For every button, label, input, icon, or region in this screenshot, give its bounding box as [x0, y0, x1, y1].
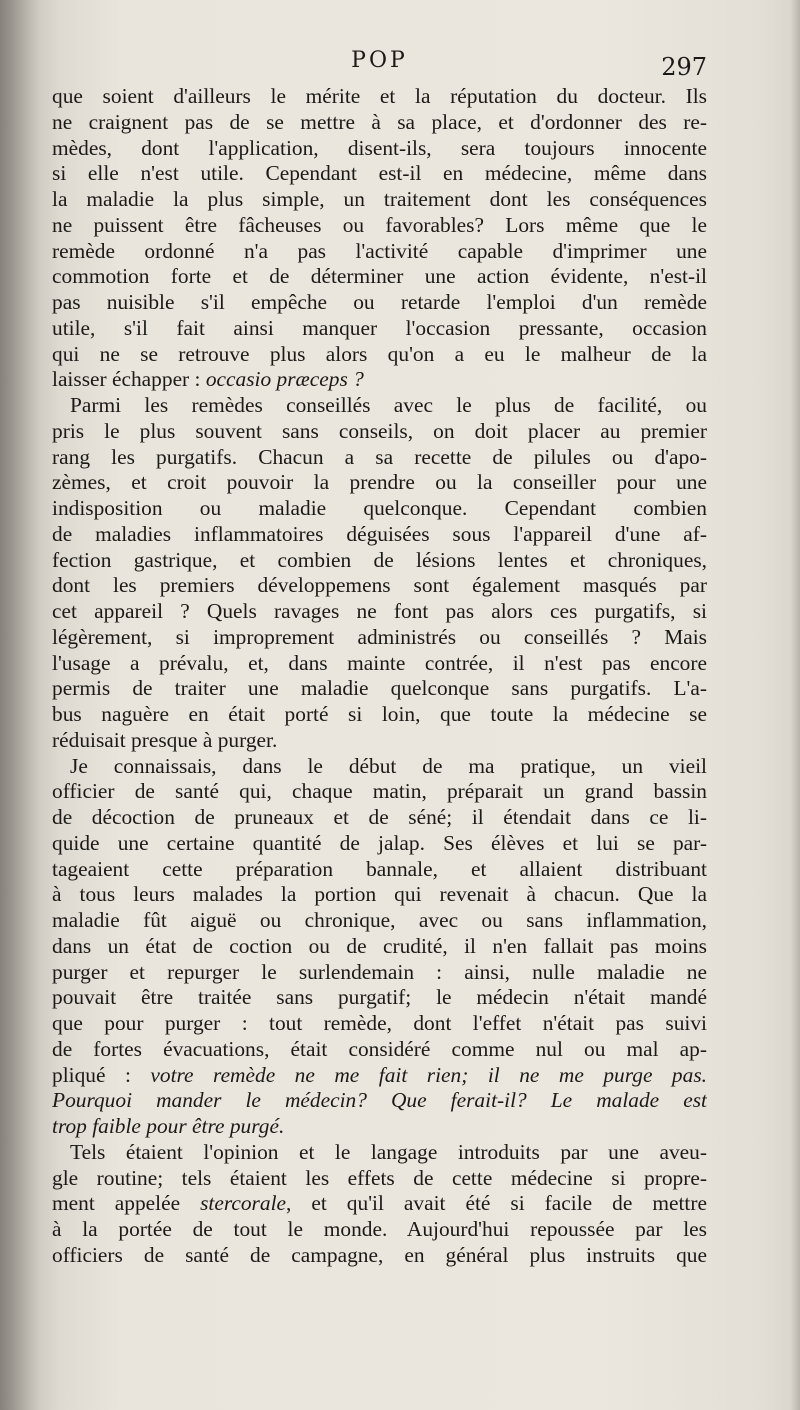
- text-line: [52, 1166, 707, 1192]
- line-text: zèmes, et croit pouvoir la prendre ou la conseiller pour une: [52, 470, 707, 495]
- text-line: [52, 573, 707, 599]
- text-line: [52, 290, 707, 316]
- line-text: fection gastrique, et combien de lésions lentes et chroniques,: [52, 547, 707, 572]
- line-text-after: , et qu'il avait été si facile de mettre: [286, 1191, 707, 1216]
- line-text: rang les purgatifs. Chacun a sa recette de pilules ou d'apo-: [52, 444, 707, 469]
- line-text: à tous leurs malades la portion qui revenait à chacun. Que la: [52, 882, 707, 907]
- line-text: bus naguère en était porté si loin, que toute la médecine se: [52, 702, 707, 726]
- spine-shadow: [0, 0, 40, 1410]
- text-line: [52, 1088, 707, 1114]
- text-line: [52, 342, 707, 368]
- text-line: [52, 1011, 707, 1037]
- text-line: [52, 445, 707, 471]
- text-line: [52, 960, 707, 986]
- line-text: si elle n'est utile. Cependant est-il en médecine, même dans: [52, 161, 707, 186]
- text-line: [52, 84, 707, 110]
- line-text: dont les premiers développemens sont également masqués par: [52, 573, 707, 598]
- line-text: pouvait être traitée sans purgatif; le médecin n'était mandé: [52, 985, 707, 1010]
- line-text: réduisait presque à purger.: [52, 727, 278, 752]
- text-line: [52, 1140, 707, 1166]
- text-line: [52, 625, 707, 651]
- line-text: Je connaissais, dans le début de ma pratique, un vieil: [70, 753, 707, 778]
- text-line: [52, 651, 707, 677]
- line-text: ment appelée: [52, 1191, 201, 1216]
- text-line: [52, 548, 707, 574]
- page-number: 297: [661, 53, 707, 81]
- text-line: [52, 470, 707, 496]
- line-text: dans un état de coction ou de crudité, il n'en fallait pas moins: [52, 933, 707, 958]
- text-line: [52, 1063, 707, 1089]
- line-text: que pour purger : tout remède, dont l'effet n'était pas suivi: [52, 1011, 707, 1035]
- line-text: de décoction de pruneaux et de séné; il étendait dans ce li-: [52, 805, 707, 829]
- line-text: utile, s'il fait ainsi manquer l'occasion pressante, occasion: [52, 315, 707, 340]
- line-text: commotion forte et de déterminer une action évidente, n'est-il: [52, 264, 707, 289]
- line-text: pris le plus souvent sans conseils, on doit placer au premier: [52, 418, 707, 443]
- text-line: [52, 419, 707, 445]
- text-line: [52, 779, 707, 805]
- text-line: [52, 728, 707, 754]
- italic-text: trop faible pour être purgé.: [52, 1114, 285, 1138]
- line-text: quide une certaine quantité de jalap. Ses élèves et lui se par-: [52, 830, 707, 855]
- text-line: [52, 239, 707, 265]
- line-text: cet appareil ? Quels ravages ne font pas alors ces purgatifs, si: [52, 599, 707, 623]
- text-line: [52, 676, 707, 702]
- text-line: [52, 187, 707, 213]
- body-text: [52, 84, 707, 1269]
- line-text: légèrement, si improprement administrés ou conseillés ? Mais: [52, 624, 707, 649]
- text-line: [52, 213, 707, 239]
- text-line: [52, 1037, 707, 1063]
- line-text: de maladies inflammatoires déguisées sous l'appareil d'une af-: [52, 521, 707, 546]
- text-line: [52, 316, 707, 342]
- text-line: [52, 857, 707, 883]
- line-text: Tels étaient l'opinion et le langage introduits par une aveu-: [70, 1139, 707, 1164]
- italic-text: votre remède ne me fait rien; il ne me purge pas.: [150, 1062, 707, 1087]
- line-text: à la portée de tout le monde. Aujourd'hui repoussée par les: [52, 1217, 707, 1241]
- line-text: pliqué :: [52, 1062, 151, 1087]
- line-text: ne craignent pas de se mettre à sa place, et d'ordonner des re-: [52, 109, 707, 134]
- line-text: ne puissent être fâcheuses ou favorables? Lors même que le: [52, 212, 707, 237]
- line-text: laisser échapper :: [52, 367, 206, 392]
- text-line: [52, 908, 707, 934]
- line-text: Parmi les remèdes conseillés avec le plus de facilité, ou: [70, 393, 707, 417]
- line-text: gle routine; tels étaient les effets de cette médecine si propre-: [52, 1165, 707, 1190]
- line-text: officier de santé qui, chaque matin, préparait un grand bassin: [52, 779, 707, 804]
- text-line: [52, 831, 707, 857]
- text-line: [52, 522, 707, 548]
- line-text: que soient d'ailleurs le mérite et la réputation du docteur. Ils: [52, 84, 707, 108]
- text-line: [52, 264, 707, 290]
- line-text: qui ne se retrouve plus alors qu'on a eu le malheur de la: [52, 341, 707, 366]
- text-line: [52, 702, 707, 728]
- text-line: [52, 599, 707, 625]
- line-text: remède ordonné n'a pas l'activité capable d'imprimer une: [52, 238, 707, 263]
- text-line: [52, 1114, 707, 1140]
- line-text: permis de traiter une maladie quelconque sans purgatifs. L'a-: [52, 676, 707, 701]
- line-text: l'usage a prévalu, et, dans mainte contrée, il n'est pas encore: [52, 650, 707, 675]
- text-line: [52, 367, 707, 393]
- text-line: [52, 882, 707, 908]
- text-line: [52, 136, 707, 162]
- text-line: [52, 1191, 707, 1217]
- line-text: pas nuisible s'il empêche ou retarde l'emploi d'un remède: [52, 290, 707, 314]
- text-line: [52, 985, 707, 1011]
- text-line: [52, 1243, 707, 1269]
- text-line: [52, 805, 707, 831]
- line-text: de fortes évacuations, était considéré comme nul ou mal ap-: [52, 1036, 707, 1061]
- line-text: mèdes, dont l'application, disent-ils, sera toujours innocente: [52, 135, 707, 160]
- italic-text: Pourquoi mander le médecin? Que ferait-il? Le malade est: [52, 1088, 707, 1113]
- line-text: maladie fût aiguë ou chronique, avec ou sans inflammation,: [52, 908, 707, 932]
- text-line: [52, 161, 707, 187]
- text-line: [52, 393, 707, 419]
- running-title: POP: [351, 48, 408, 73]
- line-text: indisposition ou maladie quelconque. Cependant combien: [52, 496, 707, 520]
- text-line: [52, 1217, 707, 1243]
- running-head: [52, 48, 707, 80]
- text-line: [52, 934, 707, 960]
- line-text: tageaient cette préparation bannale, et allaient distribuant: [52, 856, 707, 881]
- italic-text: stercorale: [200, 1191, 287, 1216]
- italic-text: occasio præceps ?: [205, 367, 364, 392]
- text-line: [52, 496, 707, 522]
- line-text: la maladie la plus simple, un traitement dont les conséquences: [52, 187, 707, 211]
- text-line: [52, 754, 707, 780]
- text-line: [52, 110, 707, 136]
- line-text: purger et repurger le surlendemain : ainsi, nulle maladie ne: [52, 959, 707, 984]
- line-text: officiers de santé de campagne, en général plus instruits que: [52, 1242, 707, 1267]
- page-edge: [790, 0, 800, 1410]
